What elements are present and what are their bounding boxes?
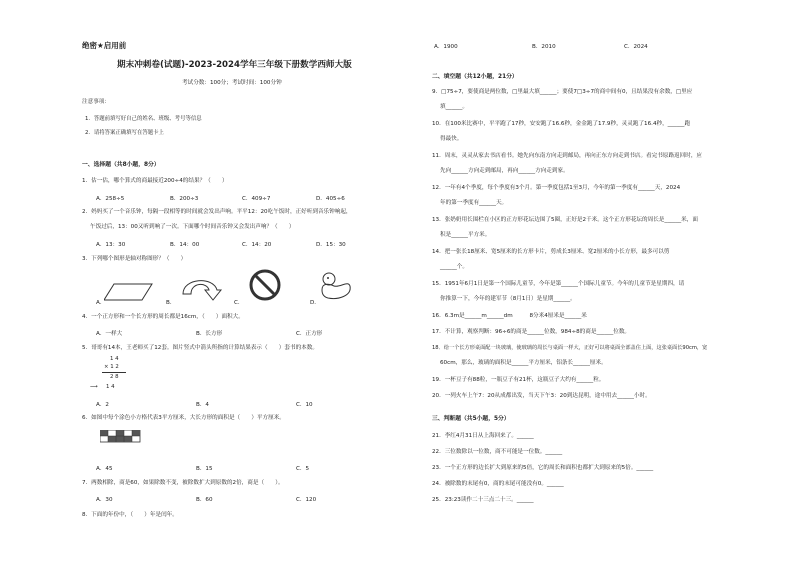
q1-options [96, 194, 345, 202]
calc-row-4: 1 4 [106, 384, 115, 390]
question-24: 24．被除数的末尾有0，商的末尾可能没有0。______ [432, 481, 564, 487]
q8-option-b[interactable]: B．2010 [532, 44, 556, 50]
question-13-line2: 积是______平方米。 [440, 232, 491, 238]
q8-option-c[interactable]: C．2024 [624, 44, 648, 50]
q5-options [96, 400, 313, 408]
q2-option-b[interactable]: B．14：00 [170, 242, 200, 248]
question-4: 4．一个正方形和一个长方形的周长都是16cm，（ ）面积大。 [82, 314, 244, 320]
section-judge-title: 三、判断题（共5小题，5分） [432, 416, 510, 422]
question-8: 8．下面的年份中，（ ）年是闰年。 [82, 512, 178, 518]
secret-label: 绝密★启用前 [82, 41, 127, 50]
question-5: 5．哥哥有14本，王老师买了12套。图片竖式中箭头所指的计算结果表示（ ）套书的本数。 [82, 345, 318, 351]
curved-arrow-figure [177, 272, 225, 304]
q4-option-c[interactable]: C．正方形 [296, 331, 323, 337]
question-10-line2: 得最快。 [440, 136, 463, 142]
q4-option-b[interactable]: B．长方形 [196, 331, 223, 337]
section-choice-title: 一、选择题（共8小题，8分） [82, 162, 160, 168]
q5-option-b[interactable]: B．4 [196, 402, 209, 408]
question-16: 16．6.3m是______m______dm 8分米4厘米是______米 [432, 313, 587, 319]
question-9-line2: 填______。 [440, 104, 468, 110]
section-fill-title: 二、填空题（共12小题，21分） [432, 74, 518, 80]
q4-options [96, 329, 322, 337]
calc-row-1: 1 4 [110, 356, 119, 362]
q3-option-a[interactable]: A． [96, 300, 106, 306]
question-10-line1: 10．在100米比赛中，平平跑了17秒，安安跑了16.6秒，金金跑了17.9秒，灵灵跑了16.4秒，______跑 [432, 121, 691, 127]
q6-option-b[interactable]: B．15 [196, 466, 213, 472]
calc-row-2: × 1 2 [104, 364, 119, 370]
exam-info: 考试分数：100分；考试时间：100分钟 [182, 80, 282, 86]
question-22: 22．三位数除以一位数，商不可能是一位数。______ [432, 449, 563, 455]
q8-option-a[interactable]: A．1900 [434, 44, 458, 50]
question-11-line1: 11．周末，灵灵从家去书店看书。她先向东南方向走到邮局，再向正东方向走到书店。看完书原路返回时，应 [432, 153, 703, 159]
q5-option-a[interactable]: A．2 [96, 402, 109, 408]
notes-title: 注意事项： [82, 99, 110, 105]
note-2: 2．请将答案正确填写在答题卡上 [85, 130, 164, 136]
question-7: 7．两数相除，商是60，如果除数不变，被除数扩大到原数的2倍，商是（ ）。 [82, 480, 284, 486]
question-20: 20．一列火车上午7：20从成都出发，当天下午3：20到达昆明，途中用去______小时。 [432, 393, 651, 399]
q3-option-d[interactable]: D． [310, 300, 320, 306]
question-9-line1: 9．□75÷7，要使商是两位数，□里最大填______；要使7□3÷7的商中间有0，且结果没有余数，□里应 [432, 89, 693, 95]
q7-option-a[interactable]: A．30 [96, 497, 113, 503]
grid-figure [100, 430, 142, 444]
question-19: 19．一杯豆子有88粒，一瓶豆子有21杯，这瓶豆子大约有______粒。 [432, 377, 605, 383]
duck-figure [318, 270, 354, 302]
question-17: 17．不计算，观察判断：96÷6的商是______位数，984÷8的商是______位数。 [432, 329, 631, 335]
question-14-line1: 14．把一张长18厘米、宽5厘米的长方形卡片，剪成长3厘米、宽2厘米的小长方形，最多可以剪 [432, 249, 670, 255]
note-1: 1．答题前填写好自己的姓名、班级、考号等信息 [85, 116, 202, 122]
question-12-line1: 12．一年有4个季度，每个季度有3个月。第一季度包括1至3月，今年的第一季度有______天，2024 [432, 185, 681, 191]
question-13-line1: 13．张奶奶用长围栏在小区的正方形花坛边围了5圈，正好是2千米。这个正方形花坛的周长是______米，面 [432, 217, 698, 223]
q4-option-a[interactable]: A．一样大 [96, 331, 123, 337]
q2-options [96, 240, 346, 248]
calc-divider [102, 372, 126, 373]
q7-option-c[interactable]: C．120 [296, 497, 317, 503]
question-1: 1．估一估，哪个算式的商最接近200÷4的结果？（ ） [82, 178, 228, 184]
arrow-icon: ⟶ [90, 384, 98, 390]
question-15-line1: 15．1951年6月1日是第一个国际儿童节，今年是第______个国际儿童节。今年的儿童节是星期四，请 [432, 281, 685, 287]
question-23: 23．一个正方形的边长扩大到原来的5倍，它的周长和面积也都扩大到原来的5倍。______ [432, 465, 654, 471]
q3-option-b[interactable]: B． [166, 300, 176, 306]
question-3: 3．下列哪个图形是轴对称图形？（ ） [82, 256, 187, 262]
page-title: 期末冲刺卷(试题)-2023-2024学年三年级下册数学西师大版 [117, 60, 352, 70]
question-15-line2: 你推算一下，今年的建军节（8月1日）是星期______。 [440, 296, 576, 302]
q7-option-b[interactable]: B．60 [196, 497, 213, 503]
q5-option-c[interactable]: C．10 [296, 402, 313, 408]
question-21: 21．李红4月31日从上海回来了。______ [432, 433, 534, 439]
no-entry-sign-figure [248, 268, 282, 302]
q6-option-a[interactable]: A．45 [96, 466, 113, 472]
question-2-line1: 2．妈妈买了一个音乐钟，每隔一段相等的时间就会发出声响。平平12：20吃午饭时，正好听到音乐钟响起， [82, 209, 352, 215]
q8-options [434, 42, 648, 50]
q2-option-a[interactable]: A．13：30 [96, 242, 126, 248]
q3-option-c[interactable]: C． [234, 300, 244, 306]
parallelogram-figure [104, 282, 154, 302]
q1-option-a[interactable]: A．258÷5 [96, 196, 125, 202]
question-12-line2: 年的第一季度有______天。 [440, 200, 508, 206]
question-6: 6．如图中每个涂色小方格代表3平方厘米，大长方形的面积是（ ）平方厘米。 [82, 415, 285, 421]
q1-option-d[interactable]: D．405÷6 [316, 196, 345, 202]
question-2-line2: 午饭过后，13：00又听到响了一次。下面哪个时间音乐钟又会发出声响？（ ） [90, 224, 295, 230]
calc-row-3: 2 8 [110, 374, 119, 380]
q6-options [96, 464, 309, 472]
question-11-line2: 先向______方向走到邮局，再向______方向走到家。 [440, 168, 569, 174]
q2-option-d[interactable]: D．15：30 [316, 242, 346, 248]
q1-option-b[interactable]: B．200÷3 [170, 196, 199, 202]
question-18-line2: 60cm，那么，玻璃的面积是______平方厘米，铝条长______厘米。 [440, 360, 607, 366]
question-25: 25．23:23读作二十三点二十三。______ [432, 497, 534, 503]
q1-option-c[interactable]: C．409÷7 [242, 196, 271, 202]
q2-option-c[interactable]: C．14：20 [242, 242, 272, 248]
q6-option-c[interactable]: C．5 [296, 466, 310, 472]
question-14-line2: ______个。 [440, 264, 468, 270]
question-18-line1: 18．给一个长方形桌面配一块玻璃，使玻璃的周长与桌面一样大，正好可以将桌面全部盖住上面，这张桌面长90cm，宽 [432, 345, 708, 351]
q7-options [96, 495, 316, 503]
